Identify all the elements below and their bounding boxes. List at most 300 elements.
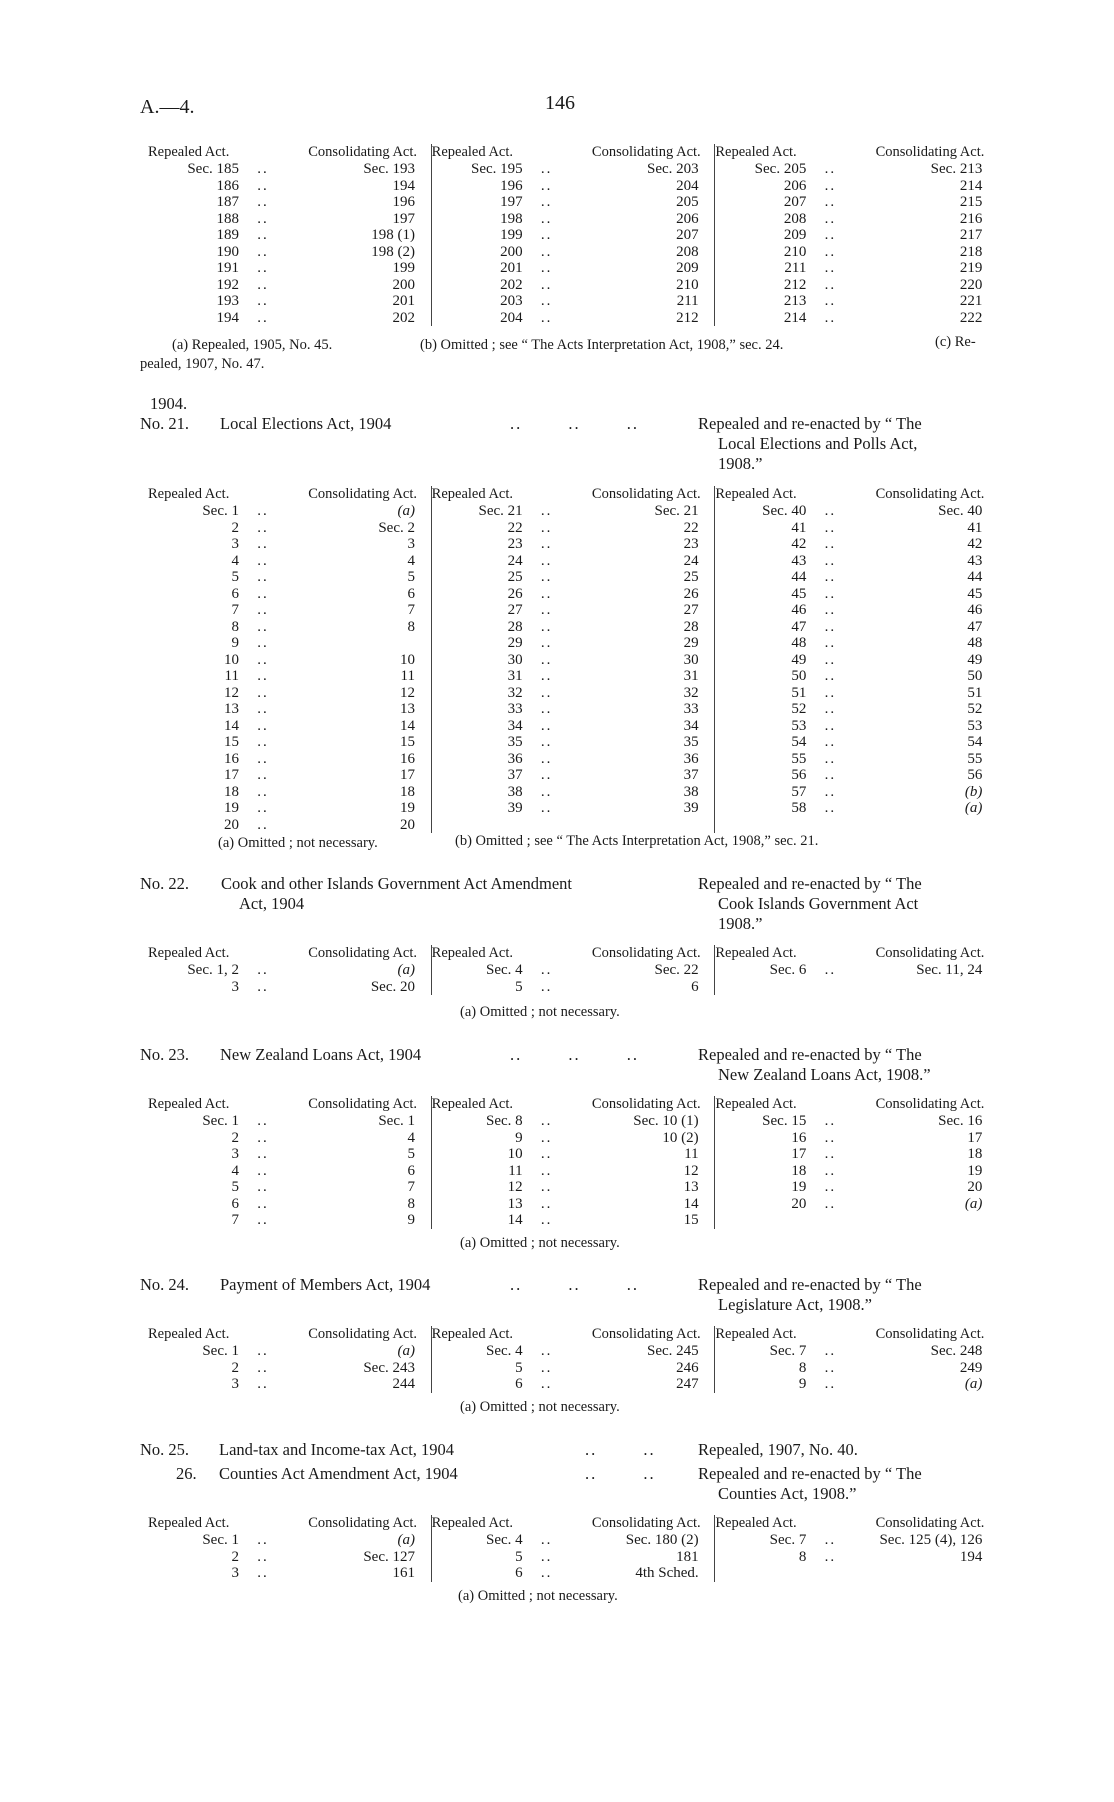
table-row — [148, 310, 431, 327]
repealed-section: 16 — [224, 750, 239, 767]
leader-dots: .. — [540, 668, 553, 684]
repealed-section: 20 — [791, 1195, 807, 1212]
repealed-section: 192 — [216, 276, 239, 293]
column-group — [431, 1096, 715, 1229]
repealed-section: Sec. 7 — [769, 1343, 807, 1359]
table-row — [432, 586, 715, 603]
column-header-row — [148, 945, 431, 962]
column-header-repealed: Repealed Act. — [431, 486, 514, 502]
footnote: (b) Omitted ; see “ The Acts Interpretation Act, 1908,” sec. 21. — [455, 833, 819, 849]
table-row — [148, 751, 431, 768]
repealed-section: 209 — [783, 227, 807, 243]
footnote: (c) Re- — [935, 334, 976, 350]
column-header-row — [432, 1515, 715, 1532]
leader-dots: .. — [540, 1129, 553, 1146]
consolidating-section: 55 — [967, 750, 983, 767]
leader-dots: .. — [257, 161, 269, 177]
repealed-section: 210 — [783, 243, 807, 260]
table-row — [148, 784, 431, 801]
leader-dots: .. — [540, 177, 553, 194]
table-row — [715, 277, 998, 294]
leader-dots: .. — [824, 602, 837, 618]
repealed-section: 6 — [231, 1195, 239, 1212]
consolidating-section: 198 (2) — [371, 243, 415, 260]
table-row — [148, 668, 431, 685]
leader-dots: .. — [257, 783, 269, 800]
leader-dots: .. — [257, 701, 269, 717]
repealed-section: 8 — [798, 1548, 807, 1565]
column-group — [431, 945, 715, 995]
consolidating-section: Sec. 213 — [930, 161, 983, 177]
leader-dots: .. — [824, 503, 837, 519]
repealed-section: 35 — [507, 734, 523, 750]
consolidating-section: 6 — [407, 585, 415, 602]
section-table — [148, 144, 998, 326]
column-header-consolidating: Consolidating Act. — [591, 1096, 701, 1112]
table-row — [432, 503, 715, 520]
consolidating-section: 19 — [967, 1162, 983, 1179]
table-row — [432, 685, 715, 702]
leader-dots: .. — [257, 276, 269, 293]
column-group — [431, 144, 715, 326]
leader-dots: .. — [540, 783, 553, 800]
leader-dots: .. — [257, 717, 269, 734]
act-title: Counties Act Amendment Act, 1904 — [219, 1464, 458, 1483]
column-header-consolidating: Consolidating Act. — [591, 1515, 701, 1531]
leader-dots: .. — [257, 1195, 269, 1212]
repealed-section: 52 — [791, 701, 807, 717]
repealed-section: 45 — [791, 585, 807, 602]
repealed-section: 207 — [783, 194, 807, 210]
table-row — [715, 211, 998, 228]
table-row — [715, 293, 998, 310]
repealed-section: 2 — [231, 1548, 239, 1565]
footnote: (a) Omitted ; not necessary. — [460, 1235, 620, 1251]
table-row — [148, 277, 431, 294]
consolidating-section: 6 — [407, 1162, 415, 1179]
consolidating-section: 17 — [400, 767, 415, 783]
act-result: Repealed and re-enacted by “ The — [698, 414, 922, 433]
table-row — [715, 767, 998, 784]
consolidating-section: Sec. 11, 24 — [916, 962, 983, 978]
column-header-row — [715, 486, 998, 503]
repealed-section: 14 — [507, 1212, 523, 1228]
consolidating-section: 8 — [407, 1195, 415, 1212]
table-row — [715, 784, 998, 801]
table-row — [715, 635, 998, 652]
table-row — [432, 784, 715, 801]
consolidating-section: Sec. 248 — [930, 1343, 983, 1359]
act-title: Land-tax and Income-tax Act, 1904 — [219, 1440, 455, 1459]
consolidating-section: 13 — [400, 701, 415, 717]
repealed-section: 7 — [231, 1212, 239, 1228]
repealed-section: 2 — [231, 519, 239, 536]
consolidating-section: 201 — [392, 293, 415, 309]
leader-dots: .. — [824, 309, 837, 326]
repealed-section: 28 — [507, 618, 523, 635]
column-group — [148, 1326, 431, 1393]
leader-dots: .. — [257, 243, 269, 260]
leader-dots: .. — [824, 1162, 837, 1179]
act-result: Repealed and re-enacted by “ The — [698, 874, 922, 893]
consolidating-section: 23 — [683, 536, 699, 552]
consolidating-section: 5 — [407, 1146, 415, 1162]
column-header-row — [715, 1515, 998, 1532]
act-title: Payment of Members Act, 1904 — [220, 1275, 431, 1294]
consolidating-section: Sec. 20 — [370, 978, 415, 995]
consolidating-section: 221 — [959, 293, 983, 309]
leader-dots: .. — [824, 684, 837, 701]
column-header-consolidating: Consolidating Act. — [875, 945, 985, 961]
repealed-section: 201 — [500, 260, 523, 276]
table-row — [432, 962, 715, 979]
repealed-section: 32 — [507, 684, 523, 701]
leader-dots: .. .. .. — [510, 414, 639, 433]
column-header-row — [432, 1326, 715, 1343]
table-row — [148, 586, 431, 603]
column-header-row — [432, 144, 715, 161]
consolidating-section: 197 — [392, 210, 415, 227]
column-group — [714, 945, 998, 995]
repealed-section: Sec. 8 — [486, 1113, 523, 1129]
leader-dots: .. — [540, 1359, 553, 1376]
leader-dots: .. — [257, 177, 269, 194]
consolidating-section: 7 — [407, 602, 415, 618]
repealed-section: Sec. 40 — [762, 503, 807, 519]
column-header-consolidating: Consolidating Act. — [875, 1096, 985, 1112]
consolidating-section: 17 — [967, 1129, 983, 1146]
consolidating-section: 205 — [676, 194, 699, 210]
leader-dots: .. — [824, 618, 837, 635]
repealed-section: 3 — [231, 1146, 239, 1162]
column-header-row — [715, 1326, 998, 1343]
table-row — [432, 979, 715, 996]
leader-dots: .. — [824, 962, 837, 978]
table-row — [432, 1163, 715, 1180]
consolidating-section: Sec. 245 — [647, 1343, 699, 1359]
consolidating-section: Sec. 40 — [938, 503, 983, 519]
repealed-section: 22 — [507, 519, 523, 536]
consolidating-section: 27 — [683, 602, 699, 618]
act-result-line2: Local Elections and Polls Act, — [718, 434, 918, 453]
table-row — [148, 569, 431, 586]
table-row — [148, 1113, 431, 1130]
consolidating-section: 52 — [967, 701, 983, 717]
consolidating-section: 4 — [407, 552, 415, 569]
repealed-section: 18 — [224, 783, 239, 800]
consolidating-section: 194 — [392, 177, 415, 194]
table-row — [148, 1196, 431, 1213]
table-row — [432, 1565, 715, 1582]
column-group — [148, 945, 431, 995]
leader-dots: .. — [824, 177, 837, 194]
leader-dots: .. — [824, 260, 837, 276]
repealed-section: Sec. 21 — [478, 503, 523, 519]
column-header-consolidating: Consolidating Act. — [875, 1515, 985, 1531]
consolidating-section: 12 — [400, 684, 415, 701]
leader-dots: .. — [257, 194, 269, 210]
leader-dots: .. — [824, 1146, 837, 1162]
column-header-row — [432, 1096, 715, 1113]
repealed-section: Sec. 1 — [202, 503, 239, 519]
act-number: No. 22. — [140, 874, 190, 893]
document-reference: A.—4. — [140, 96, 195, 118]
consolidating-section: 244 — [392, 1376, 415, 1392]
column-header-row — [715, 945, 998, 962]
consolidating-section: 15 — [400, 734, 415, 750]
repealed-section: 34 — [507, 717, 523, 734]
column-header-repealed: Repealed Act. — [148, 945, 230, 961]
table-row — [432, 293, 715, 310]
leader-dots: .. — [540, 701, 553, 717]
consolidating-section: 249 — [959, 1359, 983, 1376]
repealed-section: 3 — [231, 978, 239, 995]
repealed-section: 49 — [791, 651, 807, 668]
table-row — [432, 1376, 715, 1393]
table-row — [715, 244, 998, 261]
table-row — [148, 1565, 431, 1582]
consolidating-section: 217 — [959, 227, 983, 243]
table-row — [432, 310, 715, 327]
table-row — [148, 1163, 431, 1180]
repealed-section: 188 — [216, 210, 239, 227]
table-row — [432, 1360, 715, 1377]
act-result-line2: Legislature Act, 1908.” — [718, 1295, 872, 1314]
consolidating-section: 20 — [967, 1179, 983, 1195]
table-row — [432, 1212, 715, 1229]
repealed-section: 53 — [791, 717, 807, 734]
consolidating-section: 3 — [407, 536, 415, 552]
consolidating-section: Sec. 2 — [378, 519, 415, 536]
table-row — [148, 1532, 431, 1549]
table-row — [715, 310, 998, 327]
table-row — [715, 652, 998, 669]
leader-dots: .. — [540, 684, 553, 701]
consolidating-section: Sec. 21 — [654, 503, 699, 519]
repealed-section: Sec. 185 — [187, 161, 239, 177]
repealed-section: 36 — [507, 750, 523, 767]
table-row — [432, 553, 715, 570]
leader-dots: .. — [257, 1532, 269, 1548]
consolidating-section: 204 — [676, 177, 699, 194]
table-row — [432, 536, 715, 553]
column-group — [148, 1096, 431, 1229]
consolidating-section: 6 — [691, 978, 699, 995]
consolidating-section: 247 — [676, 1376, 699, 1392]
table-row — [148, 194, 431, 211]
table-row — [148, 685, 431, 702]
table-row — [432, 668, 715, 685]
leader-dots: .. — [540, 260, 553, 276]
leader-dots: .. — [540, 552, 553, 569]
table-row — [148, 161, 431, 178]
consolidating-section: 5 — [407, 569, 415, 585]
leader-dots: .. — [540, 1179, 553, 1195]
consolidating-section: 9 — [407, 1212, 415, 1228]
act-result: Repealed, 1907, No. 40. — [698, 1440, 858, 1459]
page-number: 146 — [545, 92, 575, 114]
leader-dots: .. — [824, 750, 837, 767]
consolidating-section: 7 — [407, 1179, 415, 1195]
consolidating-section: 56 — [967, 767, 983, 783]
section-table — [148, 945, 998, 995]
act-result-line2: New Zealand Loans Act, 1908.” — [718, 1065, 931, 1084]
consolidating-section: 16 — [400, 750, 415, 767]
table-row — [148, 619, 431, 636]
table-row — [148, 1549, 431, 1566]
column-group — [714, 1096, 998, 1229]
table-row — [715, 701, 998, 718]
leader-dots: .. — [540, 734, 553, 750]
leader-dots: .. — [540, 962, 553, 978]
leader-dots: .. — [257, 519, 269, 536]
table-row — [715, 1196, 998, 1213]
repealed-section: 193 — [216, 293, 239, 309]
table-row — [715, 602, 998, 619]
consolidating-section: 33 — [683, 701, 699, 717]
leader-dots: .. — [257, 800, 269, 816]
repealed-section: 212 — [783, 276, 807, 293]
consolidating-section: 38 — [683, 783, 699, 800]
consolidating-section: 246 — [676, 1359, 699, 1376]
consolidating-section: 50 — [967, 668, 983, 684]
leader-dots: .. — [824, 651, 837, 668]
repealed-section: 9 — [798, 1376, 807, 1392]
consolidating-section: Sec. 16 — [938, 1113, 983, 1129]
column-group — [431, 1326, 715, 1393]
repealed-section: 189 — [216, 227, 239, 243]
consolidating-section: 199 — [392, 260, 415, 276]
consolidating-section: Sec. 243 — [363, 1359, 415, 1376]
repealed-section: 37 — [507, 767, 523, 783]
column-group — [148, 486, 431, 833]
repealed-section: 10 — [507, 1146, 523, 1162]
repealed-section: 39 — [507, 800, 523, 816]
repealed-section: 190 — [216, 243, 239, 260]
section-table — [148, 486, 998, 833]
consolidating-section: 13 — [683, 1179, 699, 1195]
repealed-section: 47 — [791, 618, 807, 635]
repealed-section: 12 — [507, 1179, 523, 1195]
consolidating-section: 43 — [967, 552, 983, 569]
repealed-section: 5 — [231, 1179, 239, 1195]
table-row — [148, 962, 431, 979]
consolidating-section: 22 — [683, 519, 699, 536]
consolidating-section: 12 — [683, 1162, 699, 1179]
leader-dots: .. — [824, 1532, 837, 1548]
table-row — [148, 979, 431, 996]
leader-dots: .. — [257, 1548, 269, 1565]
repealed-section: 15 — [224, 734, 239, 750]
repealed-section: 9 — [231, 635, 239, 651]
leader-dots: .. — [540, 978, 553, 995]
table-row — [148, 536, 431, 553]
repealed-section: 42 — [791, 536, 807, 552]
consolidating-section: Sec. 203 — [647, 161, 699, 177]
consolidating-section: 222 — [959, 309, 983, 326]
leader-dots: .. — [824, 767, 837, 783]
leader-dots: .. — [824, 1129, 837, 1146]
leader-dots: .. — [257, 1146, 269, 1162]
table-row — [148, 503, 431, 520]
consolidating-section: Sec. 1 — [378, 1113, 415, 1129]
consolidating-section: 220 — [959, 276, 983, 293]
leader-dots: .. — [824, 243, 837, 260]
column-header-row — [715, 1096, 998, 1113]
column-header-repealed: Repealed Act. — [431, 1515, 514, 1531]
repealed-section: 214 — [783, 309, 807, 326]
consolidating-section: 41 — [967, 519, 983, 536]
consolidating-section: 4 — [407, 1129, 415, 1146]
table-row — [715, 1146, 998, 1163]
repealed-section: 197 — [500, 194, 523, 210]
table-row — [432, 194, 715, 211]
consolidating-section: 216 — [959, 210, 983, 227]
table-row — [432, 1343, 715, 1360]
repealed-section: 13 — [224, 701, 239, 717]
repealed-section: 46 — [791, 602, 807, 618]
repealed-section: 5 — [515, 1359, 523, 1376]
leader-dots: .. — [824, 1195, 837, 1212]
consolidating-section: 11 — [684, 1146, 699, 1162]
column-header-repealed: Repealed Act. — [715, 1515, 797, 1531]
column-header-repealed: Repealed Act. — [431, 945, 514, 961]
table-row — [715, 619, 998, 636]
consolidating-section: 26 — [683, 585, 699, 602]
footnote: (a) Omitted ; not necessary. — [460, 1399, 620, 1415]
repealed-section: Sec. 195 — [471, 161, 523, 177]
act-title: New Zealand Loans Act, 1904 — [220, 1045, 422, 1064]
consolidating-section: Sec. 180 (2) — [625, 1532, 699, 1548]
repealed-section: 8 — [798, 1359, 807, 1376]
act-number: No. 21. — [140, 414, 190, 433]
repealed-section: 27 — [507, 602, 523, 618]
table-row — [715, 260, 998, 277]
table-row — [432, 1130, 715, 1147]
column-group — [714, 1326, 998, 1393]
column-header-consolidating: Consolidating Act. — [308, 144, 417, 160]
consolidating-section: Sec. 193 — [363, 161, 415, 177]
repealed-section: 203 — [500, 293, 523, 309]
section-table — [148, 1326, 998, 1393]
table-row — [432, 635, 715, 652]
leader-dots: .. — [824, 552, 837, 569]
leader-dots: .. — [257, 1212, 269, 1228]
repealed-section: 41 — [791, 519, 807, 536]
consolidating-section: 11 — [400, 668, 415, 684]
leader-dots: .. — [540, 161, 553, 177]
repealed-section: 25 — [507, 569, 523, 585]
repealed-section: 55 — [791, 750, 807, 767]
leader-dots: .. — [540, 1113, 553, 1129]
consolidating-section: 212 — [676, 309, 699, 326]
consolidating-section: Sec. 10 (1) — [633, 1113, 699, 1129]
consolidating-section: (a) — [964, 1195, 983, 1212]
leader-dots: .. — [257, 1179, 269, 1195]
consolidating-section: 36 — [683, 750, 699, 767]
repealed-section: 29 — [507, 635, 523, 651]
consolidating-section: 14 — [683, 1195, 699, 1212]
repealed-section: 186 — [216, 177, 239, 194]
table-row — [148, 1179, 431, 1196]
consolidating-section: 219 — [959, 260, 983, 276]
leader-dots: .. — [824, 783, 837, 800]
leader-dots: .. .. — [585, 1464, 656, 1483]
leader-dots: .. — [540, 767, 553, 783]
consolidating-section — [283, 635, 423, 652]
leader-dots: .. — [824, 194, 837, 210]
table-row — [148, 260, 431, 277]
